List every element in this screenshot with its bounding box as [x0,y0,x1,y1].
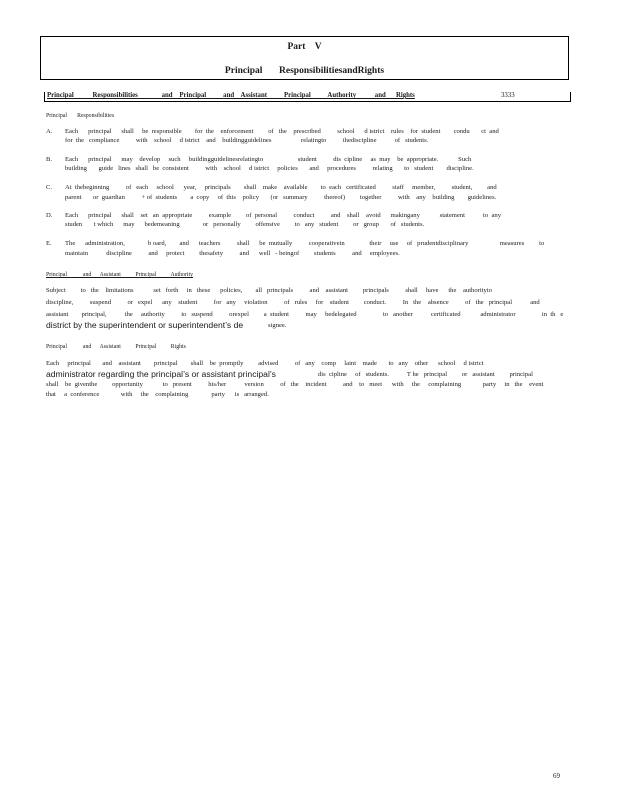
title-box [40,36,569,80]
item-b-line2: building guide lines shall be consistent with school d istrict policies and procedures relating to student discipline. [65,165,474,172]
rights-line1: Each principal and assistant principal shall be promptly advised of any comp laint made to any other school d istrict [46,360,484,367]
item-d-line1: Each principal shall set an appropriate example of personal conduct and shall avoid makingany statement to any [65,212,502,219]
item-e-line2: maintain discipline and protect thesafety and well - beingof students and employees. [65,250,400,257]
authority-line2: discipline, suspend or expel any student for any violation of rules for student conduct. In the absence of the principal and [46,299,540,306]
item-a-line2: for the compliance with school d istrict and buildingguidelines relatingto thediscipline of students. [65,137,429,144]
item-e-line1: The administration, b oard, and teachers shall be mutually cooperativein their use of prudentdisciplinary measures to [65,240,545,247]
item-c-line1: At thebeginning of each school year, principals shall make available to each certificated staff member, student, and [65,184,497,191]
authority-line3: assistant principal, the authority to suspend orexpel a student may bedelegated to another certificated administrator in th e [46,311,564,318]
authority-line1: Subject to the limitations set forth in these policies, all principals and assistant principals shall have the authorityto [46,287,492,294]
item-b-line1: Each principal may develop such buildingguidelinesrelatingto student dis cipline as may be appropriate. Such [65,156,472,163]
section-heading-authority: Principal and Assistant Principal Authority [46,272,194,278]
item-letter-d: D. [46,212,53,219]
policy-code: 3333 [501,92,515,99]
policy-header-bar [44,92,571,102]
section-heading-responsibilities: Principal Responsibilities [46,113,115,119]
item-letter-c: C. [46,184,53,191]
rights-line4: that a conference with the complaining party is arranged. [46,391,269,398]
item-letter-b: B. [46,156,53,163]
page-number: 69 [553,772,560,780]
section-heading-rights: Principal and Assistant Principal Rights [46,344,186,350]
rights-line2-large: administrator regarding the principal’s or assistant principal’s [46,369,276,379]
item-a-line1: Each principal shall be responsible for the enforcement of the prescribed school d istrict rules for student condu ct and [65,128,499,135]
policy-header-text: Principal Responsibilities and Principal and Assistant Principal Authority and Rights [47,92,415,99]
part-title: Part V [287,42,322,52]
item-d-line2: studen t which may bedemeaning or personally offensive to any student or group of students. [65,221,425,228]
rights-line3: shall be giventhe opportunity to present his/her version of the incident and to meet with the complaining party in the event [46,381,544,388]
item-letter-e: E. [46,240,52,247]
section-title: Principal ResponsibilitiesandRights [224,66,385,76]
item-letter-a: A. [46,128,53,135]
item-c-line2: parent or guardian + of students a copy of this policy (or summary thereof) together with any building guidelines. [65,194,497,201]
rights-line2-end: dis cipline of students. T he principal or assistant principal [318,371,533,378]
authority-line4-large: district by the superintendent or superintendent’s de [46,320,244,330]
authority-line4-end: signee. [268,322,287,329]
